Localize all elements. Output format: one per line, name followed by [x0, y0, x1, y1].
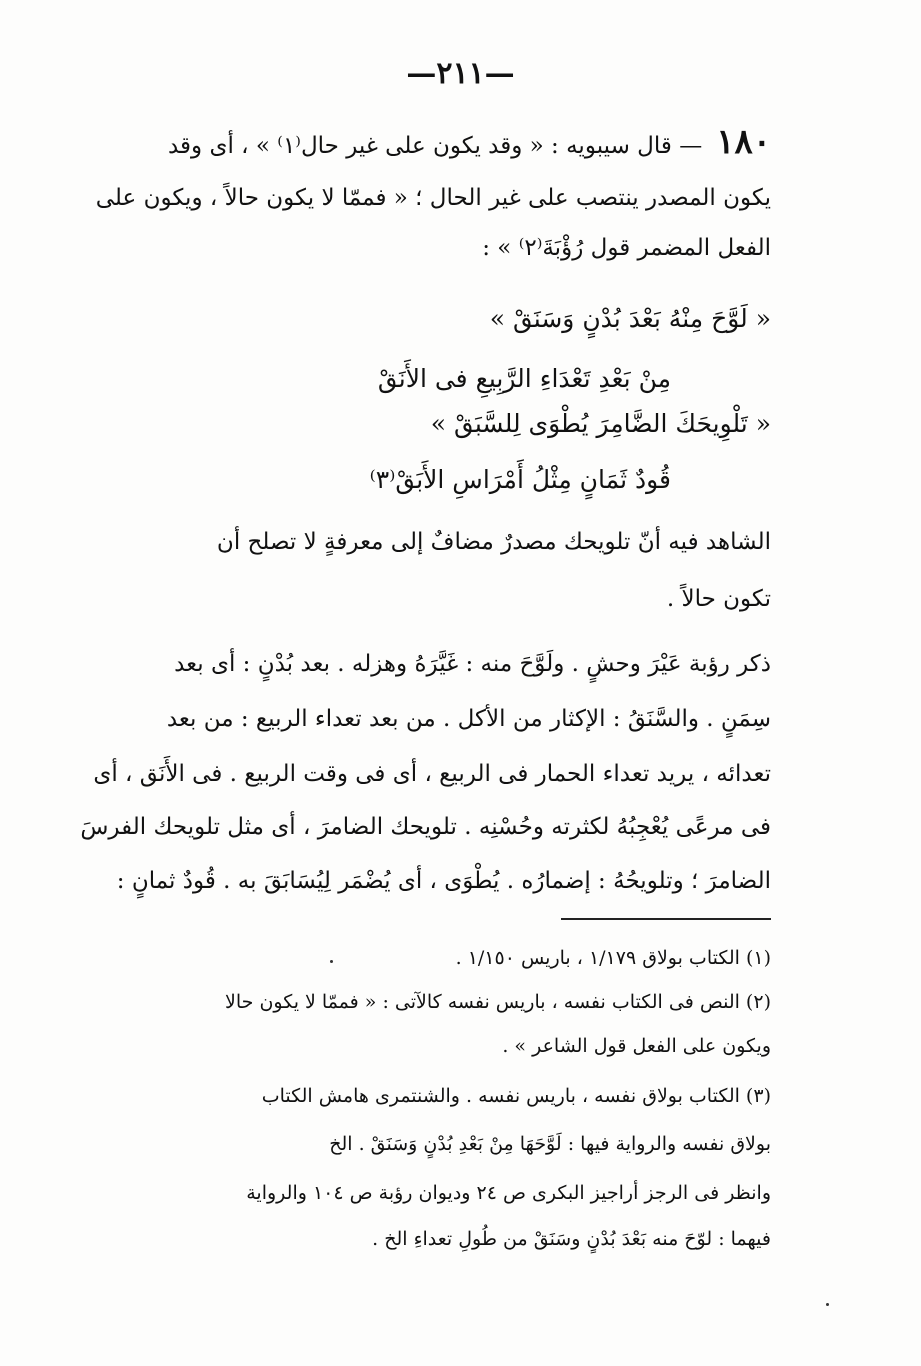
footnote-1: (١) الكتاب بولاق ١/١٧٩ ، باريس ١/١٥٠ .: [455, 947, 771, 969]
commentary-line-1: ذكر رؤبة عَيْرَ وحشٍ . ولَوَّحَ منه : غَيَّرَهُ وهزله . بعد بُدْنٍ : أى بعد: [174, 651, 771, 677]
speck-mark: [330, 960, 333, 963]
commentary-line-5: الضامرَ ؛ وتلويحُهُ : إضمارُه . يُطْوَى ، أى يُضْمَر لِيُسَابَقَ به . قُودٌ ثمانٍ :: [116, 868, 771, 894]
footnote-3-line-4: فيهما : لوّحَ منه بَعْدَ بُدْنٍ وسَنَقْ من طُولِ تعداءِ الخ .: [372, 1228, 771, 1250]
page-number: —٢١١—: [406, 56, 515, 91]
section-line-3: الفعل المضمر قول رُؤْبَةَ⁽٢⁾ » :: [482, 235, 771, 261]
speck-mark: [826, 1303, 829, 1306]
commentary-line-4: فى مرعًى يُعْجِبُهُ لكثرته وحُسْنِه . تلويحك الضامرَ ، أى مثل تلويحك الفرسَ: [80, 814, 771, 840]
verse-3: « تَلْوِيحَكَ الضَّامِرَ يُطْوَى لِلسَّبَقْ »: [430, 409, 771, 438]
commentary-line-3: تعدائه ، يريد تعداء الحمار فى الربيع ، أى فى وقت الربيع . فى الأَنَق ، أى: [93, 761, 771, 787]
verse-2: مِنْ بَعْدِ تَعْدَاءِ الرَّبِيعِ فى الأَنَقْ: [377, 364, 671, 393]
footnote-3-line-1: (٣) الكتاب بولاق نفسه ، باريس نفسه . والشنتمرى هامش الكتاب: [261, 1085, 771, 1107]
footnote-2-line-1: (٢) النص فى الكتاب نفسه ، باريس نفسه كالآتى : « فممّا لا يكون حالا: [225, 991, 771, 1013]
footnote-2-line-2: ويكون على الفعل قول الشاعر » .: [502, 1035, 771, 1057]
footnote-3-line-3: وانظر فى الرجز أراجيز البكرى ص ٢٤ وديوان رؤبة ص ١٠٤ والرواية: [246, 1182, 771, 1204]
section-line-2: يكون المصدر ينتصب على غير الحال ؛ « فممّا لا يكون حالاً ، ويكون على: [95, 185, 771, 211]
shahid-line-1: الشاهد فيه أنّ تلويحك مصدرٌ مضافٌ إلى معرفةٍ لا تصلح أن: [216, 529, 771, 555]
verse-4: قُودٌ ثَمَانٍ مِثْلُ أَمْرَاسِ الأَبَقْ⁽٣⁾: [369, 465, 671, 494]
footnote-divider: [561, 918, 771, 920]
verse-1: « لَوَّحَ مِنْهُ بَعْدَ بُدْنٍ وَسَنَقْ »: [489, 304, 771, 333]
section-number: ١٨٠: [716, 122, 771, 162]
footnote-3-line-2: بولاق نفسه والرواية فيها : لَوَّحَهَا مِنْ بَعْدِ بُدْنٍ وَسَنَقْ . الخ: [329, 1133, 771, 1155]
section-text-1: — قال سيبويه : « وقد يكون على غير حال⁽١⁾ » ، أى وقد: [167, 133, 703, 159]
shahid-line-2: تكون حالاً .: [666, 586, 771, 612]
section-line-1: [159, 122, 771, 162]
commentary-line-2: سِمَنٍ . والسَّنَقُ : الإكثار من الأكل . من بعد تعداء الربيع : من بعد: [166, 706, 771, 732]
